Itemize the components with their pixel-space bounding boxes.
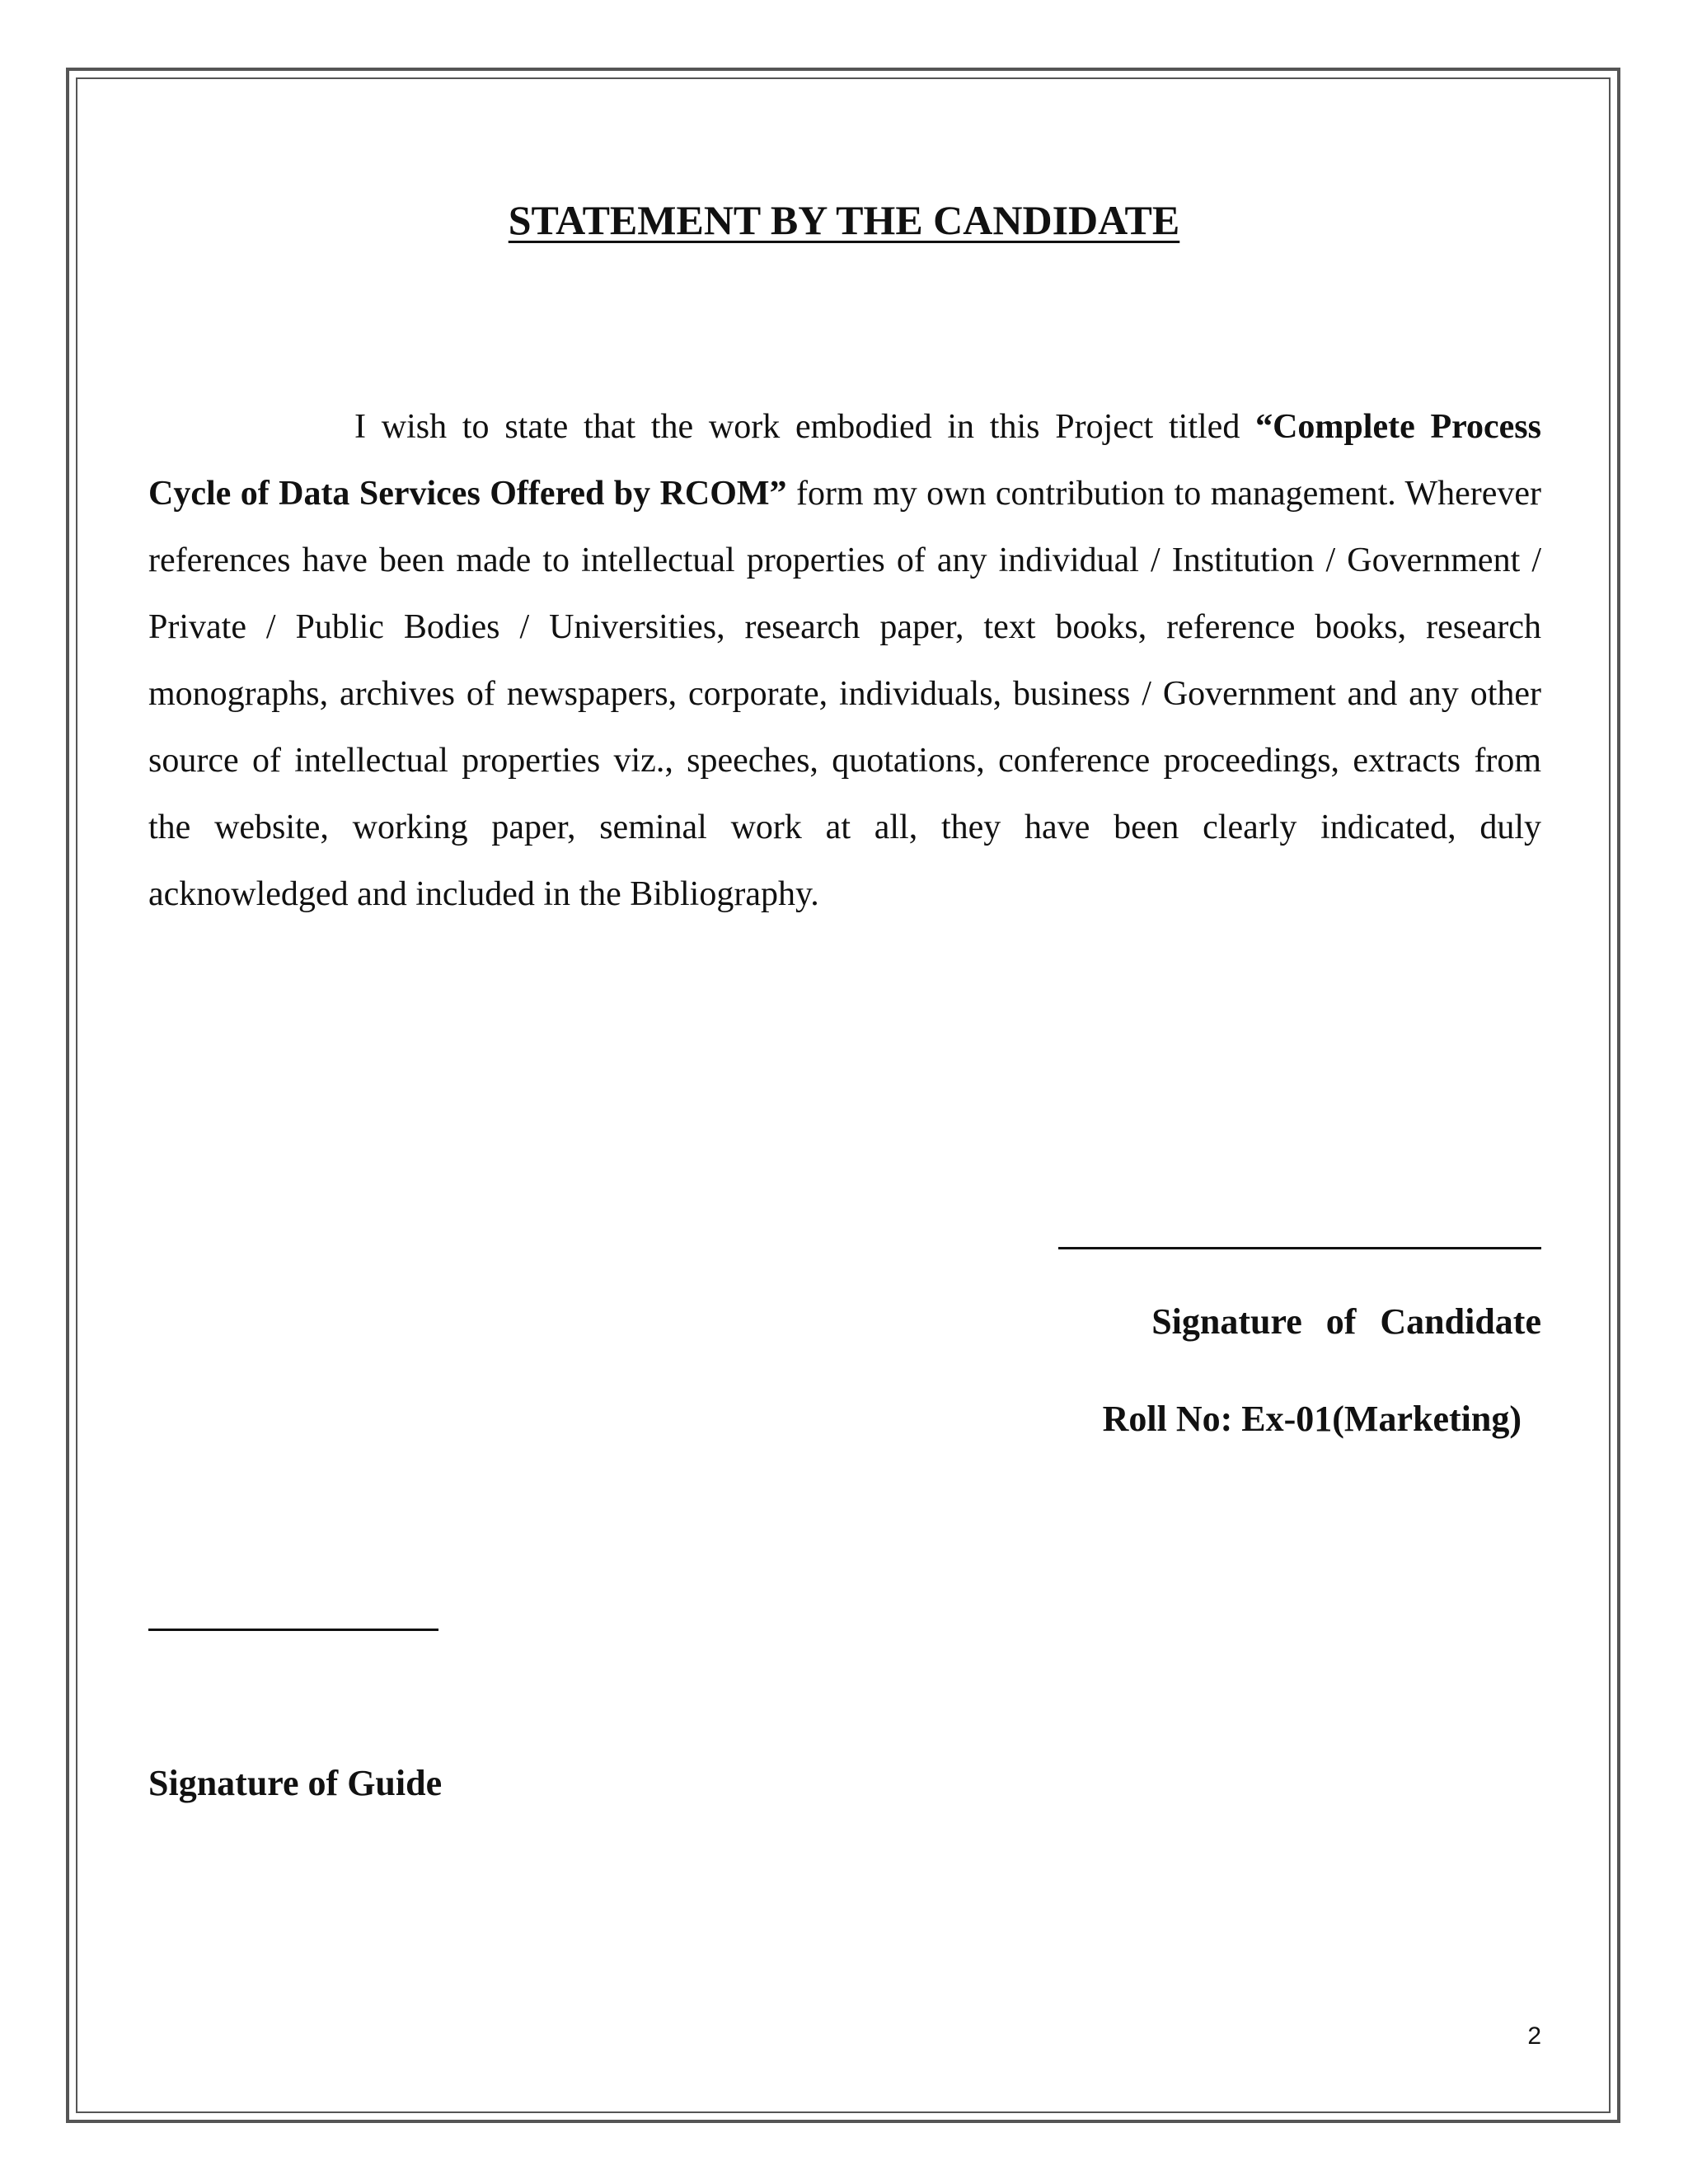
candidate-signature-line (1058, 1247, 1541, 1249)
statement-body: form my own contribution to management. Wherever references have been made to intellectual properties of any individual / Institution / Government / Private / Public Bodies / Universities, research paper, text books, reference books, research monographs, archives of newspapers, corporate, individuals, business / Government and any other source of intellectual properties viz., speeches, quotations, conference proceedings, extracts from the website, working paper, seminal work at all, they have been clearly indicated, duly acknowledged and included in the Bibliography. (148, 475, 1541, 913)
roll-number: Roll No: Ex-01(Marketing) (1102, 1399, 1522, 1439)
statement-paragraph (148, 394, 1541, 928)
project-title: “Complete Process Cycle of Data Services Offered by RCOM” (148, 408, 1541, 513)
page-border-inner (76, 77, 1611, 2113)
guide-signature-label: Signature of Guide (148, 1763, 443, 1803)
page-number: 2 (1527, 2022, 1541, 2050)
candidate-signature-label: Signature of Candidate (1151, 1301, 1541, 1342)
guide-signature-line (148, 1629, 438, 1631)
statement-intro: I wish to state that the work embodied in this Project titled (354, 408, 1256, 446)
page-title: STATEMENT BY THE CANDIDATE (508, 197, 1180, 243)
